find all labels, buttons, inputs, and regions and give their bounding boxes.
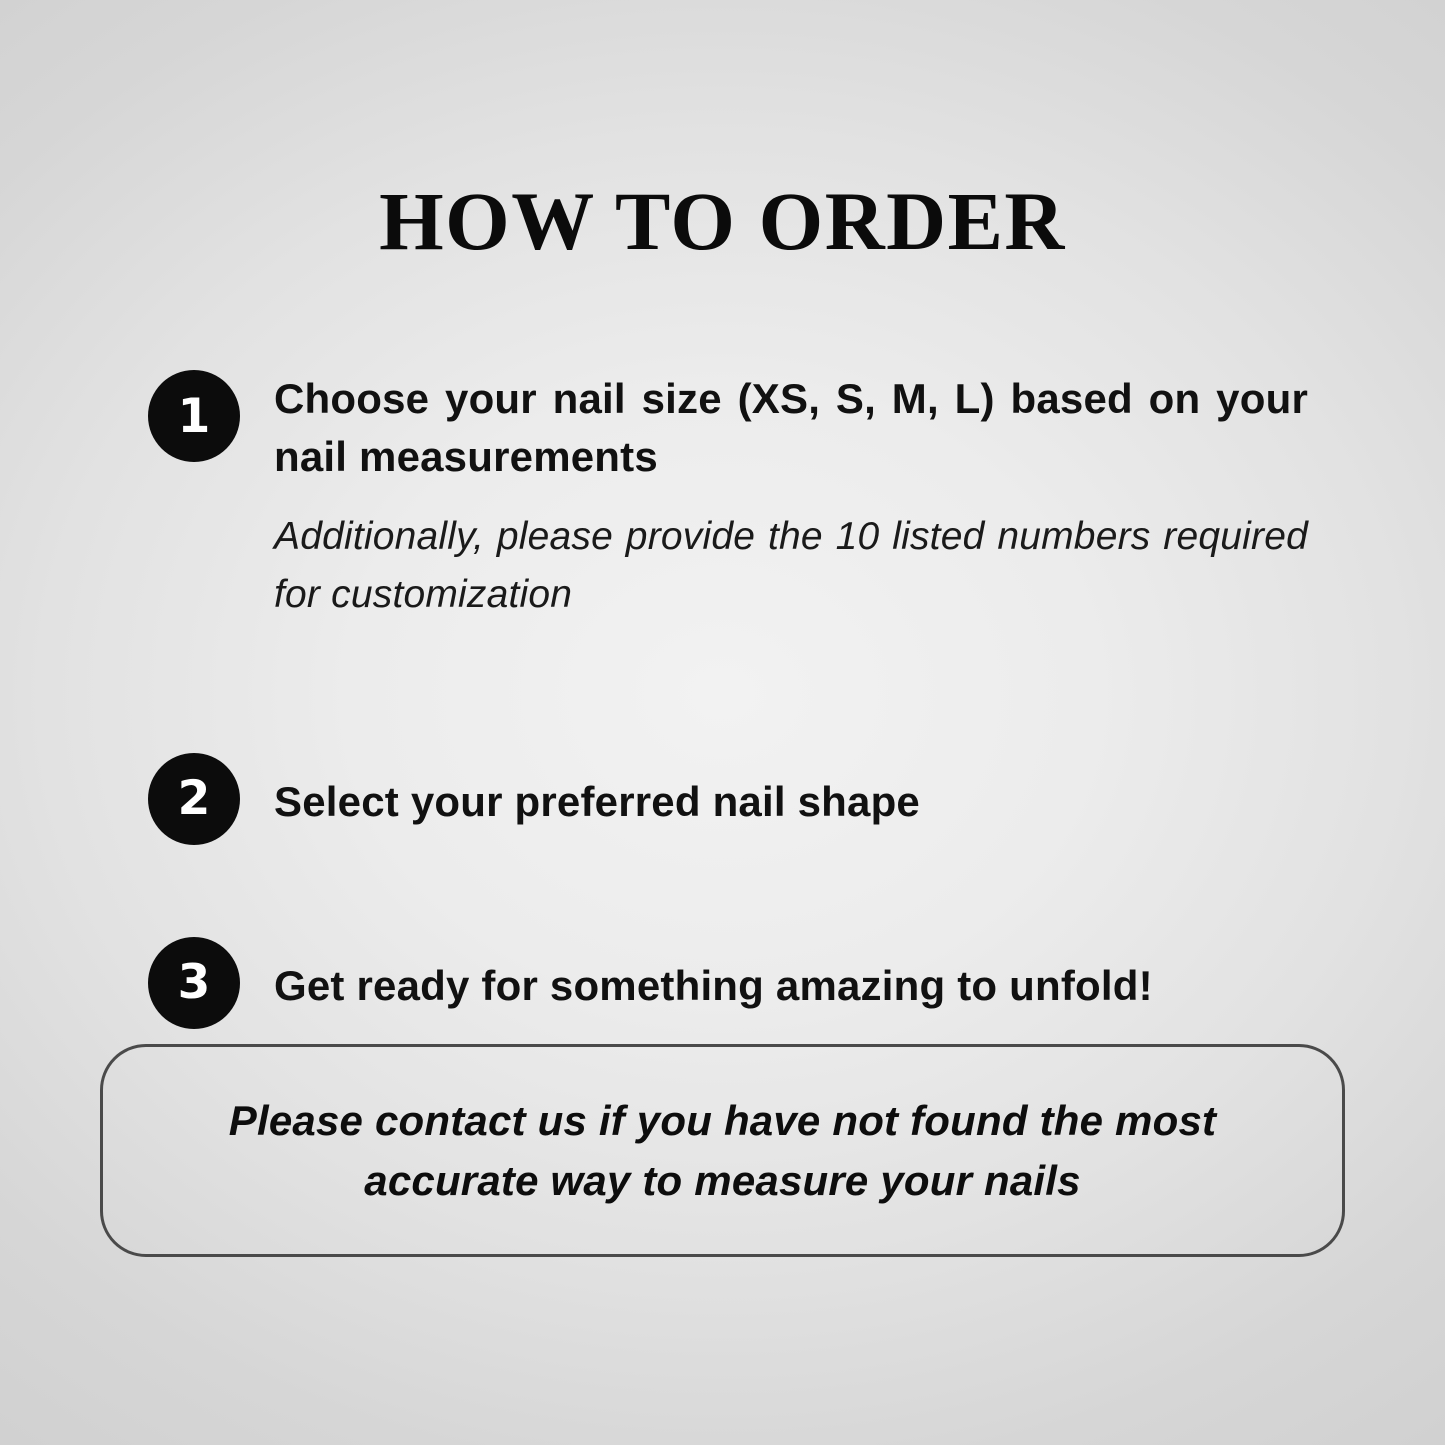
step-text: Get ready for something amazing to unfold! bbox=[274, 961, 1153, 1009]
contact-callout-text: Please contact us if you have not found the most accurate way to measure your nails bbox=[228, 1096, 1217, 1204]
step-text: Select your preferred nail shape bbox=[274, 777, 920, 825]
step-note: Additionally, please provide the 10 listed numbers required for customization bbox=[274, 514, 1308, 617]
list-item bbox=[148, 937, 1308, 1023]
step-body bbox=[274, 753, 1308, 831]
steps-list bbox=[148, 370, 1308, 1023]
step-number-badge: 2 bbox=[148, 753, 240, 845]
contact-callout bbox=[100, 1044, 1345, 1257]
step-number-badge: 3 bbox=[148, 937, 240, 1029]
step-body bbox=[274, 370, 1308, 625]
step-text: Choose your nail size (XS, S, M, L) based on your nail measurements bbox=[274, 375, 1308, 480]
step-body bbox=[274, 937, 1308, 1015]
list-item bbox=[148, 753, 1308, 839]
page-title: HOW TO ORDER bbox=[379, 175, 1066, 267]
step-number-badge: 1 bbox=[148, 370, 240, 462]
list-item bbox=[148, 370, 1308, 625]
